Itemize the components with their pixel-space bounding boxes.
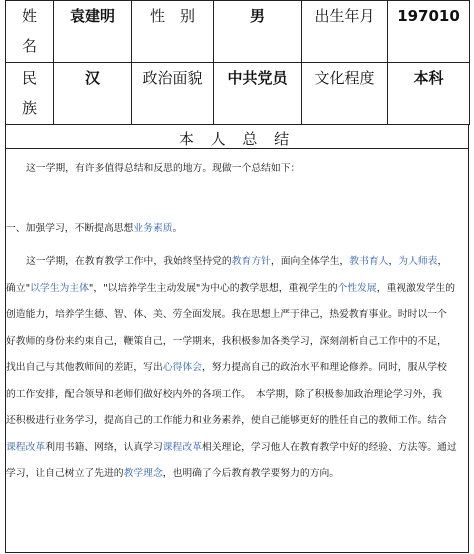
body-text: ， xyxy=(388,256,399,267)
keyword-link[interactable]: 课程改革 xyxy=(6,441,46,453)
body-text: 这一学期，在教育教学工作中，我始终坚持党的 xyxy=(26,256,232,267)
body-text: 相关理论，学习他人在教育教学中好的经验、方法等。通过 xyxy=(201,441,457,453)
keyword-link[interactable]: 教学理念 xyxy=(123,468,163,479)
section-heading-link[interactable]: 业务素质 xyxy=(133,223,173,234)
keyword-link[interactable]: 教书育人 xyxy=(349,256,389,267)
body-line xyxy=(6,435,468,462)
ethnic-label xyxy=(6,63,54,125)
gender-value: 男 xyxy=(214,1,302,63)
body-text: 利用书籍、网络，认真学习 xyxy=(45,441,163,453)
name-label-line1: 姓 xyxy=(21,7,37,25)
intro-text: 这一学期，有许多值得总结和反思的地方。现做一个总结如下： xyxy=(26,163,301,174)
education-value: 本科 xyxy=(388,63,470,125)
body-text: "，"以培养学生主动发展"为中心的教学思想，重视学生的 xyxy=(88,282,338,294)
section-heading-text: 一、加强学习，不断提高思想 xyxy=(6,223,134,234)
birth-label: 出生年月 xyxy=(302,1,388,63)
intro-paragraph xyxy=(6,156,468,183)
body-line xyxy=(6,302,468,329)
body-line xyxy=(6,329,468,356)
personal-info-table xyxy=(5,0,470,125)
section-heading-line xyxy=(6,216,468,243)
keyword-link[interactable]: 以学生为主体 xyxy=(30,282,89,294)
body-text: ，也明确了今后教育教学要努力的方向。 xyxy=(162,468,340,479)
keyword-link[interactable]: 个性发展 xyxy=(337,282,377,294)
education-label: 文化程度 xyxy=(302,63,388,125)
body-line xyxy=(6,276,468,303)
keyword-link[interactable]: 课程改革 xyxy=(162,441,202,453)
birth-value: 197010 xyxy=(388,1,470,63)
body-text: ，重视激发学生的 xyxy=(376,282,456,294)
keyword-link[interactable]: 心得体会 xyxy=(162,362,202,373)
ethnic-label-line2: 族 xyxy=(21,99,37,117)
body-line xyxy=(6,382,468,409)
body-text: ， xyxy=(437,256,448,267)
body-line xyxy=(6,461,468,488)
title-divider xyxy=(6,148,468,149)
name-label-line2: 名 xyxy=(21,37,37,55)
body-text: 创造能力，培养学生德、智、体、美、劳全面发展。我在思想上严于律己，热爱教育事业。时时以一个 xyxy=(6,309,447,320)
ethnic-label-line1: 民 xyxy=(21,69,37,87)
political-label: 政治面貌 xyxy=(132,63,214,125)
political-value: 中共党员 xyxy=(214,63,302,125)
body-text: 确立" xyxy=(6,282,31,294)
body-text: 好教师的身份来约束自己，鞭策自己，一学期来，我积极参加各类学习，深刻剖析自己工作中的不足， xyxy=(6,335,447,347)
section-heading-end: 。 xyxy=(172,223,183,234)
summary-section xyxy=(5,124,469,553)
keyword-link[interactable]: 教育方针 xyxy=(231,256,271,267)
summary-title: 本 人 总 结 xyxy=(178,130,296,148)
body-line xyxy=(6,355,468,382)
body-text: ，面向全体学生， xyxy=(270,256,350,267)
body-text: 还积极进行业务学习，提高自己的工作能力和业务素养，使自己能够更好的胜任自己的教师工作。结合 xyxy=(6,415,447,426)
name-label xyxy=(6,1,54,63)
name-value: 袁建明 xyxy=(54,1,132,63)
body-line xyxy=(6,408,468,435)
body-text: 找出自己与其他教师间的差距，写出 xyxy=(6,362,163,373)
ethnic-value: 汉 xyxy=(54,63,132,125)
section-heading xyxy=(6,216,468,243)
body-line xyxy=(6,249,468,276)
body-paragraph xyxy=(6,249,468,488)
body-text: 的工作安排，配合领导和老师们做好校内外的各项工作。 本学期，除了积极参加政治理论学习外，我 xyxy=(6,388,442,400)
gender-label: 性 别 xyxy=(132,1,214,63)
body-text: 学习，让自己树立了先进的 xyxy=(6,468,124,479)
keyword-link[interactable]: 为人师表 xyxy=(398,256,438,267)
body-text: ，努力提高自己的政治水平和理论修养。同时，服从学校 xyxy=(201,362,447,373)
